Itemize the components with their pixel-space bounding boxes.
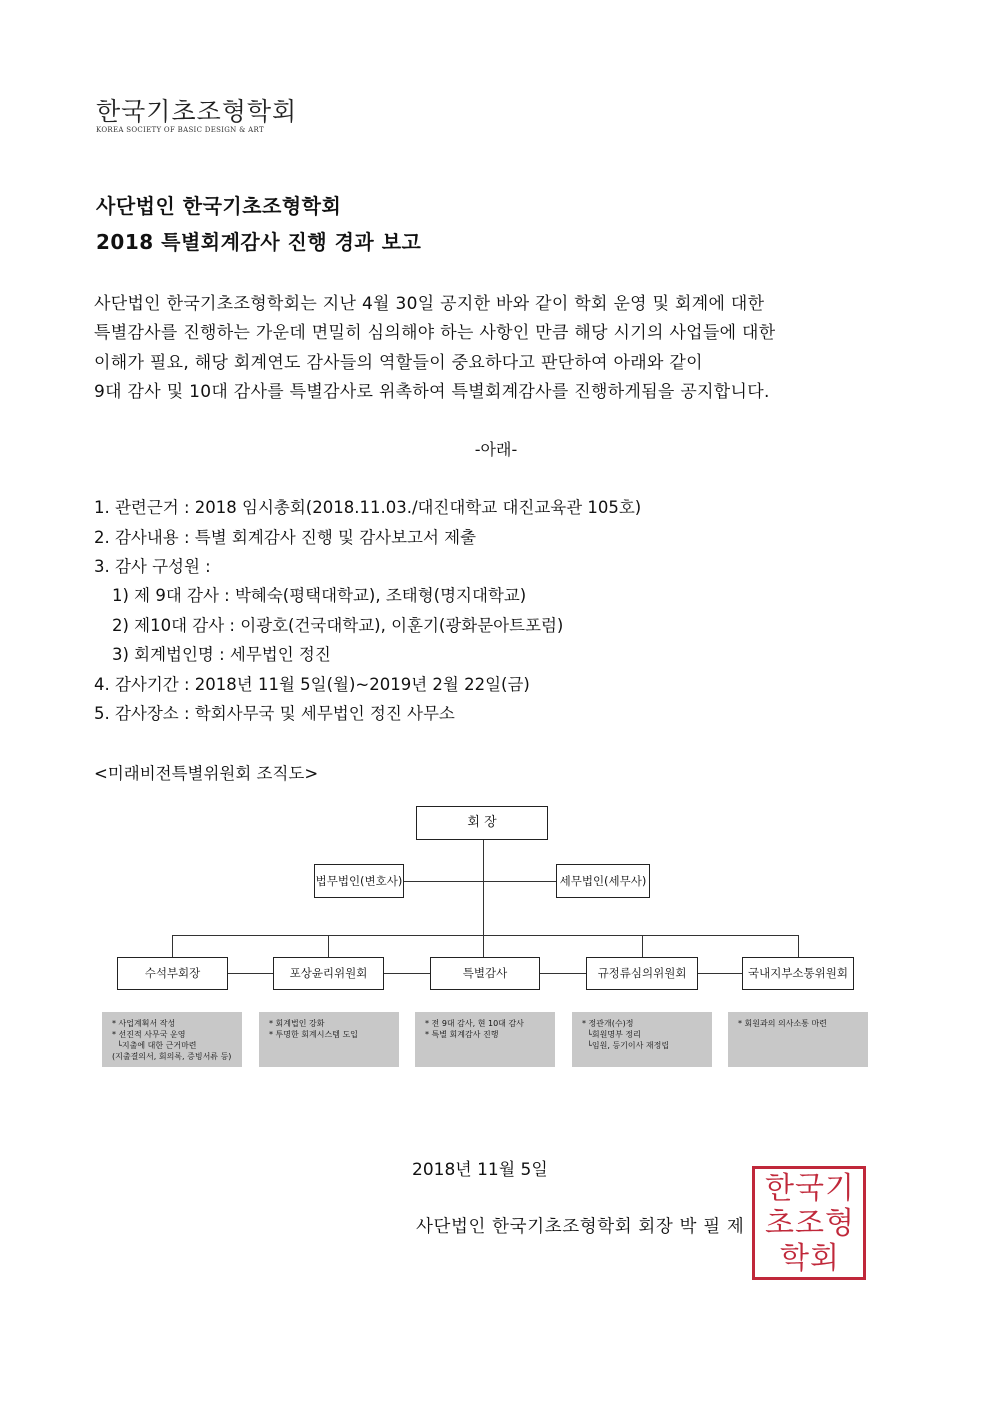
duties-regulations: * 정관개(수)정 └회원명부 정리 └임원, 등기이사 재정립: [572, 1012, 712, 1067]
duties-branch-comm: * 회원과의 의사소통 마련: [728, 1012, 868, 1067]
title-line-1: 사단법인 한국기초조형학회: [96, 194, 342, 218]
tax-firm-box: 세무법인(세무사): [556, 864, 650, 898]
item-content: 2. 감사내용 : 특별 회계감사 진행 및 감사보고서 제출: [94, 528, 477, 547]
duties-special-audit: * 전 9대 감사, 현 10대 감사 * 특별 회계감사 진행: [415, 1012, 555, 1067]
president-box: 회 장: [416, 806, 548, 840]
item-basis: 1. 관련근거 : 2018 임시총회(2018.11.03./대진대학교 대진교육관 105호): [94, 498, 642, 517]
connector-dept-link-1: [228, 973, 274, 974]
intro-line-1: 사단법인 한국기초조형학회는 지난 4월 30일 공지한 바와 같이 학회 운영 및 회계에 대한: [94, 294, 765, 314]
connector-advisors: [404, 881, 556, 882]
duties-ethics: * 회계법인 강화 * 투명한 회계시스템 도입: [259, 1012, 399, 1067]
dept-box-senior-vp: 수석부회장: [117, 957, 228, 990]
society-seal: [752, 1166, 866, 1280]
item-period: 4. 감사기간 : 2018년 11월 5일(월)~2019년 2월 22일(금): [94, 675, 530, 694]
intro-line-4: 9대 감사 및 10대 감사를 특별감사로 위촉하여 특별회계감사를 진행하게됨을 공지합니다.: [94, 382, 770, 402]
item-members-firm: 3) 회계법인명 : 세무법인 정진: [112, 645, 331, 664]
connector-departments: [172, 935, 799, 936]
connector-dept-1: [172, 935, 173, 958]
dept-box-regulations: 규정류심의위원회: [586, 957, 698, 990]
intro-line-3: 이해가 필요, 해당 회계연도 감사들의 역할들이 중요하다고 판단하여 아래와 같이: [94, 353, 703, 373]
item-location: 5. 감사장소 : 학회사무국 및 세무법인 정진 사무소: [94, 704, 455, 723]
society-logo: 한국기초조형학회: [96, 97, 298, 126]
connector-dept-4: [642, 935, 643, 958]
dept-box-special-audit: 특별감사: [430, 957, 540, 990]
connector-vertical-main: [483, 839, 484, 935]
title-line-2: 2018 특별회계감사 진행 경과 보고: [96, 230, 422, 254]
connector-dept-2: [328, 935, 329, 958]
intro-line-2: 특별감사를 진행하는 가운데 면밀히 심의해야 하는 사항인 만큼 해당 시기의 사업들에 대한: [94, 323, 776, 343]
dept-box-branch-comm: 국내지부소통위원회: [742, 957, 854, 990]
separator-heading: -아래-: [474, 440, 518, 459]
dept-box-ethics: 포상윤리위원회: [273, 957, 384, 990]
connector-dept-link-4: [697, 973, 743, 974]
duties-senior-vp: * 사업계획서 작성 * 선진적 사무국 운영 └지출에 대한 근거마련 (지출결의서, 회의록, 증빙서류 등): [102, 1012, 242, 1067]
legal-firm-box: 법무법인(변호사): [314, 864, 404, 898]
connector-dept-5: [798, 935, 799, 958]
signature-line: 사단법인 한국기초조형학회 회장 박 필 제: [416, 1217, 745, 1237]
connector-dept-link-2: [383, 973, 431, 974]
connector-dept-link-3: [539, 973, 587, 974]
issue-date: 2018년 11월 5일: [412, 1160, 548, 1180]
item-members-9th: 1) 제 9대 감사 : 박혜숙(평택대학교), 조태형(명지대학교): [112, 586, 527, 605]
society-logo-english: KOREA SOCIETY OF BASIC DESIGN & ART: [96, 126, 264, 134]
connector-dept-3: [483, 935, 484, 958]
item-members: 3. 감사 구성원 :: [94, 557, 211, 576]
item-members-10th: 2) 제10대 감사 : 이광호(건국대학교), 이훈기(광화문아트포럼): [112, 616, 564, 635]
org-chart-caption: <미래비전특별위원회 조직도>: [94, 764, 319, 783]
seal-characters: 한국기초조형학회: [765, 1171, 855, 1276]
